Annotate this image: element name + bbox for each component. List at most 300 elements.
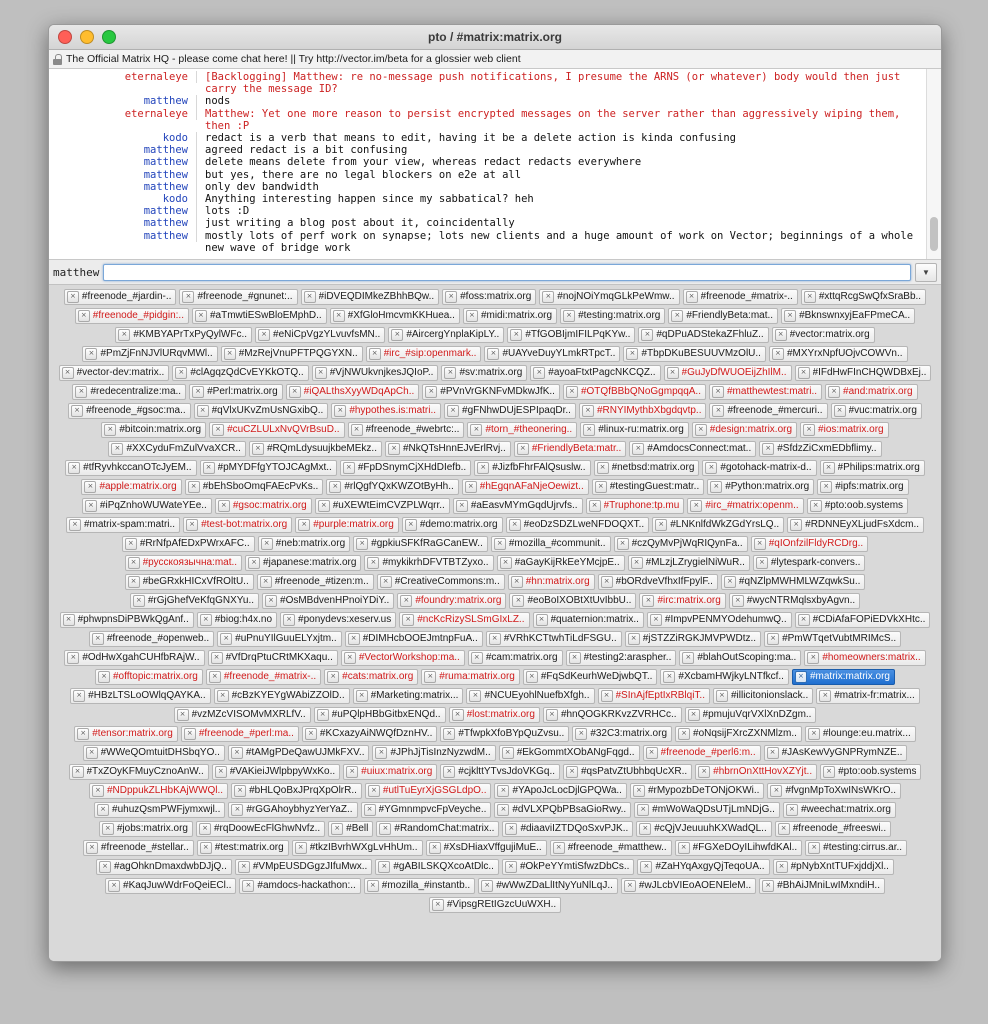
channel-tab[interactable]	[89, 783, 228, 799]
channel-tab[interactable]	[280, 612, 396, 628]
channel-tab[interactable]	[212, 764, 340, 780]
channel-tab[interactable]	[580, 422, 689, 438]
channel-tab[interactable]	[692, 422, 797, 438]
close-icon[interactable]: ×	[351, 424, 363, 436]
close-icon[interactable]: ×	[125, 538, 137, 550]
channel-tab[interactable]	[807, 498, 908, 514]
channel-tab[interactable]	[366, 346, 482, 362]
channel-tab[interactable]	[486, 631, 622, 647]
channel-tab[interactable]	[497, 555, 625, 571]
close-icon[interactable]: ×	[248, 557, 260, 569]
channel-tab[interactable]	[192, 308, 327, 324]
close-icon[interactable]: ×	[526, 671, 538, 683]
channel-tab[interactable]	[364, 878, 475, 894]
close-icon[interactable]: ×	[663, 671, 675, 683]
close-icon[interactable]: ×	[678, 842, 690, 854]
close-icon[interactable]: ×	[444, 367, 456, 379]
close-icon[interactable]: ×	[770, 785, 782, 797]
channel-tab[interactable]	[172, 365, 308, 381]
channel-tab[interactable]	[636, 821, 771, 837]
close-icon[interactable]: ×	[632, 443, 644, 455]
close-icon[interactable]: ×	[443, 728, 455, 740]
close-icon[interactable]: ×	[517, 443, 529, 455]
close-icon[interactable]: ×	[566, 766, 578, 778]
close-icon[interactable]: ×	[641, 329, 653, 341]
channel-tab[interactable]	[81, 479, 181, 495]
close-icon[interactable]: ×	[67, 652, 79, 664]
close-icon[interactable]: ×	[705, 462, 717, 474]
close-icon[interactable]: ×	[563, 310, 575, 322]
channel-tab[interactable]	[70, 688, 210, 704]
channel-tab[interactable]	[228, 745, 370, 761]
close-icon[interactable]: ×	[283, 614, 295, 626]
channel-tab[interactable]	[805, 840, 907, 856]
close-icon[interactable]: ×	[78, 310, 90, 322]
close-icon[interactable]: ×	[724, 576, 736, 588]
channel-tab[interactable]	[683, 289, 798, 305]
close-icon[interactable]: ×	[331, 823, 343, 835]
channel-tab[interactable]	[59, 365, 170, 381]
channel-tab[interactable]	[115, 327, 252, 343]
close-icon[interactable]: ×	[637, 804, 649, 816]
channel-tab[interactable]	[372, 745, 495, 761]
close-icon[interactable]: ×	[252, 443, 264, 455]
channel-tab[interactable]	[494, 783, 626, 799]
channel-tab[interactable]	[707, 479, 814, 495]
close-icon[interactable]: ×	[762, 880, 774, 892]
channel-tab[interactable]	[441, 365, 527, 381]
close-icon[interactable]: ×	[466, 310, 478, 322]
channel-tab[interactable]	[185, 479, 324, 495]
channel-tab[interactable]	[560, 308, 665, 324]
channel-tab[interactable]	[675, 726, 802, 742]
close-icon[interactable]: ×	[542, 291, 554, 303]
close-icon[interactable]: ×	[819, 690, 831, 702]
close-button[interactable]	[58, 30, 72, 44]
channel-tab[interactable]	[652, 517, 784, 533]
close-icon[interactable]: ×	[203, 462, 215, 474]
close-icon[interactable]: ×	[443, 766, 455, 778]
close-icon[interactable]: ×	[834, 405, 846, 417]
channel-tab[interactable]	[330, 308, 460, 324]
channel-tab[interactable]	[509, 593, 636, 609]
close-icon[interactable]: ×	[502, 747, 514, 759]
channel-tab[interactable]	[231, 783, 362, 799]
channel-tab[interactable]	[753, 555, 865, 571]
channel-tab[interactable]	[563, 384, 706, 400]
close-icon[interactable]: ×	[424, 671, 436, 683]
close-icon[interactable]: ×	[553, 842, 565, 854]
close-icon[interactable]: ×	[111, 443, 123, 455]
close-icon[interactable]: ×	[218, 500, 230, 512]
channel-tab[interactable]	[751, 536, 868, 552]
channel-tab[interactable]	[625, 631, 761, 647]
channel-tab[interactable]	[637, 859, 769, 875]
close-icon[interactable]: ×	[650, 614, 662, 626]
channel-tab[interactable]	[773, 859, 894, 875]
close-icon[interactable]: ×	[182, 291, 194, 303]
close-icon[interactable]: ×	[63, 614, 75, 626]
close-icon[interactable]: ×	[104, 424, 116, 436]
close-icon[interactable]: ×	[686, 291, 698, 303]
channel-tab[interactable]	[99, 821, 193, 837]
close-icon[interactable]: ×	[698, 766, 710, 778]
channel-tab[interactable]	[122, 536, 255, 552]
channel-tab[interactable]	[484, 346, 620, 362]
close-icon[interactable]: ×	[400, 595, 412, 607]
close-icon[interactable]: ×	[509, 519, 521, 531]
channel-tab[interactable]	[399, 612, 529, 628]
close-icon[interactable]: ×	[298, 519, 310, 531]
close-icon[interactable]: ×	[378, 861, 390, 873]
channel-tab[interactable]	[675, 840, 802, 856]
close-icon[interactable]: ×	[767, 747, 779, 759]
close-icon[interactable]: ×	[631, 557, 643, 569]
close-icon[interactable]: ×	[73, 690, 85, 702]
channel-tab[interactable]	[69, 764, 209, 780]
channel-tab[interactable]	[312, 365, 439, 381]
channel-tab[interactable]	[444, 403, 576, 419]
close-icon[interactable]: ×	[128, 576, 140, 588]
close-icon[interactable]: ×	[356, 690, 368, 702]
channel-tab[interactable]	[630, 783, 765, 799]
close-icon[interactable]: ×	[823, 462, 835, 474]
close-icon[interactable]: ×	[405, 519, 417, 531]
close-icon[interactable]: ×	[295, 842, 307, 854]
channel-tab[interactable]	[196, 821, 325, 837]
channel-tab[interactable]	[94, 802, 225, 818]
chevron-down-icon[interactable]: ▼	[915, 263, 937, 282]
channel-tab[interactable]	[816, 688, 920, 704]
channel-tab[interactable]	[647, 612, 792, 628]
close-icon[interactable]: ×	[828, 386, 840, 398]
close-icon[interactable]: ×	[211, 652, 223, 664]
channel-tab[interactable]	[781, 308, 915, 324]
close-icon[interactable]: ×	[432, 899, 444, 911]
close-icon[interactable]: ×	[195, 310, 207, 322]
close-icon[interactable]: ×	[391, 329, 403, 341]
close-icon[interactable]: ×	[215, 766, 227, 778]
channel-tab[interactable]	[72, 384, 186, 400]
close-icon[interactable]: ×	[86, 747, 98, 759]
channel-tab[interactable]	[783, 802, 896, 818]
close-icon[interactable]: ×	[575, 728, 587, 740]
close-icon[interactable]: ×	[624, 880, 636, 892]
channel-tab[interactable]	[623, 346, 765, 362]
channel-tab[interactable]	[66, 517, 180, 533]
channel-tab[interactable]	[440, 764, 560, 780]
close-icon[interactable]: ×	[646, 747, 658, 759]
close-icon[interactable]: ×	[369, 348, 381, 360]
close-icon[interactable]: ×	[200, 614, 212, 626]
close-icon[interactable]: ×	[716, 690, 728, 702]
close-icon[interactable]: ×	[315, 367, 327, 379]
channel-tab[interactable]	[245, 555, 361, 571]
channel-tab[interactable]	[687, 498, 803, 514]
channel-tab[interactable]	[74, 726, 178, 742]
channel-tab[interactable]	[453, 498, 583, 514]
close-icon[interactable]: ×	[368, 785, 380, 797]
channel-tab[interactable]	[328, 821, 373, 837]
close-icon[interactable]: ×	[380, 576, 392, 588]
close-icon[interactable]: ×	[305, 728, 317, 740]
close-icon[interactable]: ×	[128, 557, 140, 569]
channel-tab[interactable]	[514, 441, 626, 457]
close-icon[interactable]: ×	[85, 500, 97, 512]
channel-tab[interactable]	[262, 593, 394, 609]
close-icon[interactable]: ×	[470, 424, 482, 436]
close-icon[interactable]: ×	[118, 329, 130, 341]
channel-tab[interactable]	[449, 707, 540, 723]
channel-tab[interactable]	[249, 441, 382, 457]
close-icon[interactable]: ×	[497, 785, 509, 797]
channel-tab[interactable]	[478, 878, 618, 894]
close-icon[interactable]: ×	[84, 481, 96, 493]
channel-tab[interactable]	[462, 479, 589, 495]
channel-tab[interactable]	[194, 403, 329, 419]
close-icon[interactable]: ×	[258, 329, 270, 341]
channel-tab[interactable]	[709, 403, 827, 419]
channel-tab[interactable]	[82, 498, 212, 514]
close-icon[interactable]: ×	[510, 329, 522, 341]
channel-tab[interactable]	[664, 365, 792, 381]
channel-tab[interactable]	[660, 669, 789, 685]
channel-tab[interactable]	[353, 536, 488, 552]
channel-tab[interactable]	[331, 403, 441, 419]
channel-tab[interactable]	[326, 479, 458, 495]
channel-tab[interactable]	[800, 422, 889, 438]
close-icon[interactable]: ×	[98, 671, 110, 683]
close-icon[interactable]: ×	[601, 576, 613, 588]
channel-tab[interactable]	[68, 403, 191, 419]
close-icon[interactable]: ×	[102, 823, 114, 835]
channel-tab[interactable]	[729, 593, 860, 609]
channel-tab[interactable]	[634, 802, 780, 818]
close-icon[interactable]: ×	[184, 728, 196, 740]
channel-tab[interactable]	[767, 783, 901, 799]
close-icon[interactable]: ×	[348, 633, 360, 645]
channel-tab[interactable]	[586, 498, 685, 514]
channel-tab[interactable]	[105, 878, 236, 894]
close-icon[interactable]: ×	[85, 348, 97, 360]
close-icon[interactable]: ×	[639, 823, 651, 835]
close-icon[interactable]: ×	[200, 842, 212, 854]
channel-tab-list[interactable]	[49, 285, 941, 961]
close-icon[interactable]: ×	[317, 709, 329, 721]
channel-tab[interactable]	[539, 289, 679, 305]
channel-tab[interactable]	[215, 498, 312, 514]
close-icon[interactable]: ×	[786, 804, 798, 816]
close-icon[interactable]: ×	[77, 728, 89, 740]
log-scrollbar-thumb[interactable]	[930, 217, 938, 251]
channel-tab[interactable]	[594, 460, 700, 476]
channel-tab[interactable]	[130, 593, 259, 609]
channel-tab[interactable]	[533, 612, 644, 628]
close-icon[interactable]: ×	[505, 823, 517, 835]
channel-tab[interactable]	[442, 289, 536, 305]
close-icon[interactable]: ×	[367, 557, 379, 569]
close-icon[interactable]: ×	[820, 481, 832, 493]
channel-tab[interactable]	[759, 441, 881, 457]
close-icon[interactable]: ×	[626, 348, 638, 360]
channel-tab[interactable]	[375, 859, 499, 875]
close-icon[interactable]: ×	[212, 424, 224, 436]
channel-tab[interactable]	[502, 859, 634, 875]
channel-tab[interactable]	[302, 726, 437, 742]
channel-tab[interactable]	[523, 669, 658, 685]
close-icon[interactable]: ×	[224, 348, 236, 360]
close-icon[interactable]: ×	[695, 424, 707, 436]
channel-tab[interactable]	[713, 688, 813, 704]
close-icon[interactable]: ×	[628, 633, 640, 645]
channel-tab[interactable]	[208, 650, 338, 666]
close-icon[interactable]: ×	[402, 614, 414, 626]
close-icon[interactable]: ×	[234, 785, 246, 797]
close-icon[interactable]: ×	[481, 880, 493, 892]
channel-tab[interactable]	[301, 289, 440, 305]
close-icon[interactable]: ×	[640, 861, 652, 873]
channel-tab[interactable]	[668, 308, 778, 324]
channel-tab[interactable]	[402, 517, 503, 533]
channel-tab[interactable]	[614, 536, 748, 552]
channel-tab[interactable]	[60, 612, 194, 628]
close-icon[interactable]: ×	[710, 481, 722, 493]
close-icon[interactable]: ×	[756, 557, 768, 569]
close-icon[interactable]: ×	[445, 291, 457, 303]
channel-tab[interactable]	[340, 460, 471, 476]
close-icon[interactable]: ×	[175, 367, 187, 379]
close-icon[interactable]: ×	[67, 291, 79, 303]
close-icon[interactable]: ×	[512, 595, 524, 607]
channel-tab[interactable]	[257, 574, 374, 590]
close-icon[interactable]: ×	[108, 880, 120, 892]
close-icon[interactable]: ×	[511, 576, 523, 588]
channel-tab[interactable]	[721, 574, 866, 590]
channel-tab[interactable]	[579, 403, 707, 419]
close-icon[interactable]: ×	[86, 842, 98, 854]
close-icon[interactable]: ×	[823, 766, 835, 778]
channel-tab[interactable]	[217, 631, 342, 647]
close-icon[interactable]: ×	[242, 880, 254, 892]
close-icon[interactable]: ×	[92, 785, 104, 797]
close-icon[interactable]: ×	[597, 462, 609, 474]
close-icon[interactable]: ×	[566, 386, 578, 398]
close-icon[interactable]: ×	[220, 633, 232, 645]
close-icon[interactable]: ×	[344, 652, 356, 664]
close-icon[interactable]: ×	[808, 728, 820, 740]
channel-tab[interactable]	[598, 574, 718, 590]
close-icon[interactable]: ×	[617, 538, 629, 550]
close-icon[interactable]: ×	[671, 310, 683, 322]
close-icon[interactable]: ×	[778, 823, 790, 835]
close-icon[interactable]: ×	[289, 386, 301, 398]
close-icon[interactable]: ×	[329, 481, 341, 493]
channel-tab[interactable]	[628, 555, 750, 571]
channel-tab[interactable]	[83, 745, 225, 761]
close-icon[interactable]: ×	[265, 595, 277, 607]
channel-tab[interactable]	[183, 517, 292, 533]
close-icon[interactable]: ×	[75, 386, 87, 398]
channel-tab[interactable]	[499, 745, 640, 761]
close-icon[interactable]: ×	[318, 500, 330, 512]
channel-tab[interactable]	[397, 593, 506, 609]
channel-tab[interactable]	[228, 802, 357, 818]
channel-tab[interactable]	[494, 802, 631, 818]
close-icon[interactable]: ×	[494, 538, 506, 550]
close-icon[interactable]: ×	[452, 709, 464, 721]
channel-tab[interactable]	[629, 441, 756, 457]
channel-tab[interactable]	[643, 745, 761, 761]
close-icon[interactable]: ×	[133, 595, 145, 607]
close-icon[interactable]: ×	[333, 310, 345, 322]
channel-tab[interactable]	[89, 631, 214, 647]
close-icon[interactable]: ×	[69, 519, 81, 531]
channel-tab[interactable]	[206, 669, 321, 685]
close-icon[interactable]: ×	[367, 880, 379, 892]
channel-tab[interactable]	[200, 460, 337, 476]
close-icon[interactable]: ×	[762, 443, 774, 455]
close-icon[interactable]: ×	[667, 367, 679, 379]
channel-tab[interactable]	[764, 745, 908, 761]
channel-tab[interactable]	[376, 821, 499, 837]
close-icon[interactable]: ×	[536, 614, 548, 626]
channel-tab[interactable]	[174, 707, 311, 723]
channel-tab[interactable]	[189, 384, 283, 400]
channel-tab[interactable]	[258, 536, 350, 552]
channel-tab[interactable]	[805, 726, 916, 742]
close-icon[interactable]: ×	[346, 766, 358, 778]
zoom-button[interactable]	[102, 30, 116, 44]
channel-tab[interactable]	[775, 821, 891, 837]
close-icon[interactable]: ×	[601, 690, 613, 702]
channel-tab[interactable]	[364, 555, 493, 571]
close-icon[interactable]: ×	[808, 842, 820, 854]
close-icon[interactable]: ×	[304, 291, 316, 303]
close-icon[interactable]: ×	[784, 310, 796, 322]
channel-tab[interactable]	[467, 422, 577, 438]
channel-tab[interactable]	[315, 498, 450, 514]
minimize-button[interactable]	[80, 30, 94, 44]
channel-tab[interactable]	[377, 574, 505, 590]
channel-tab[interactable]	[65, 460, 196, 476]
close-icon[interactable]: ×	[497, 804, 509, 816]
close-icon[interactable]: ×	[388, 443, 400, 455]
channel-tab[interactable]	[426, 840, 547, 856]
channel-tab[interactable]	[343, 764, 437, 780]
channel-tab[interactable]	[64, 289, 177, 305]
channel-tab[interactable]	[550, 840, 672, 856]
channel-tab[interactable]	[772, 327, 875, 343]
channel-tab[interactable]	[295, 517, 399, 533]
channel-tab[interactable]	[181, 726, 299, 742]
channel-tab[interactable]	[695, 764, 817, 780]
channel-tab[interactable]	[795, 365, 932, 381]
close-icon[interactable]: ×	[790, 519, 802, 531]
close-icon[interactable]: ×	[231, 804, 243, 816]
close-icon[interactable]: ×	[690, 500, 702, 512]
close-icon[interactable]: ×	[62, 367, 74, 379]
close-icon[interactable]: ×	[364, 804, 376, 816]
close-icon[interactable]: ×	[682, 652, 694, 664]
channel-tab[interactable]	[255, 327, 385, 343]
channel-tab[interactable]	[792, 669, 895, 685]
channel-tab[interactable]	[214, 688, 350, 704]
close-icon[interactable]: ×	[425, 386, 437, 398]
channel-tab[interactable]	[421, 669, 520, 685]
log-scrollbar[interactable]	[926, 69, 941, 259]
channel-tab[interactable]	[831, 403, 922, 419]
close-icon[interactable]: ×	[795, 671, 807, 683]
